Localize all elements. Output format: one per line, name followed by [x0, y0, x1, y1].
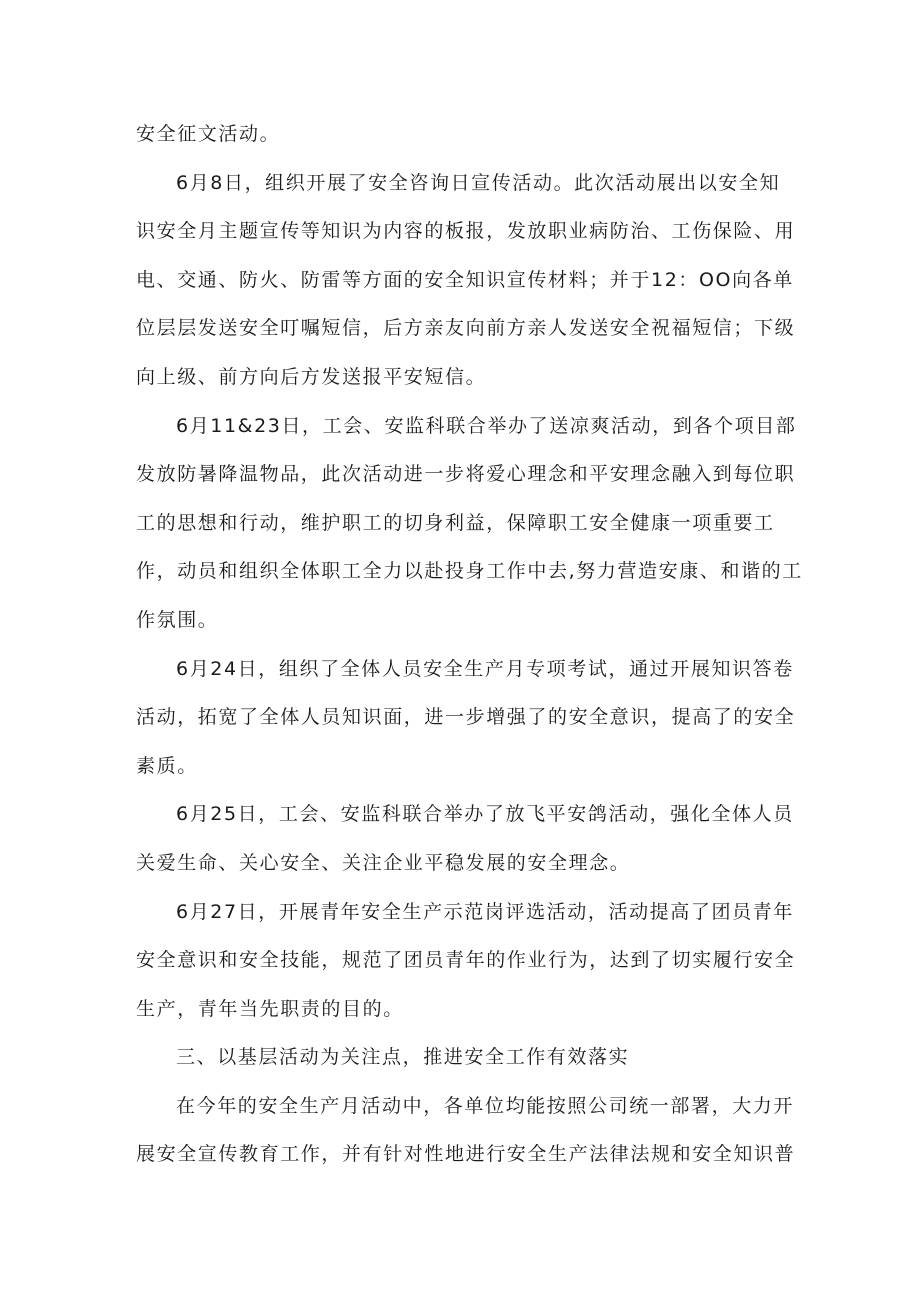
- text-line: 作氛围。: [136, 608, 219, 631]
- text-line: 活动，拓宽了全体人员知识面，进一步增强了的安全意识，提高了的安全: [136, 706, 796, 729]
- text-line: 电、交通、防火、防雷等方面的安全知识宣传材料；并于12：OO向各单: [136, 268, 794, 291]
- text-line: 向上级、前方向后方发送报平安短信。: [136, 365, 487, 388]
- text-line: 6月27日，开展青年安全生产示范岗评选活动，活动提高了团员青年: [176, 900, 794, 923]
- text-line: 6月25日，工会、安监科联合举办了放飞平安鸽活动，强化全体人员: [176, 803, 794, 826]
- text-line: 三、以基层活动为关注点，推进安全工作有效落实: [176, 1046, 630, 1069]
- text-line: 6月11&23日，工会、安监科联合举办了送凉爽活动，到各个项目部: [176, 414, 797, 437]
- text-line: 6月24日，组织了全体人员安全生产月专项考试，通过开展知识答卷: [176, 657, 794, 680]
- text-line: 在今年的安全生产月活动中，各单位均能按照公司统一部署，大力开: [176, 1094, 795, 1117]
- text-line: 发放防暑降温物品，此次活动进一步将爱心理念和平安理念融入到每位职: [136, 463, 796, 486]
- text-line: 素质。: [136, 754, 198, 777]
- text-line: 作，动员和组织全体职工全力以赴投身工作中去,努力营造安康、和谐的工: [136, 560, 803, 583]
- text-line: 关爱生命、关心安全、关注企业平稳发展的安全理念。: [136, 851, 631, 874]
- text-line: 工的思想和行动，维护职工的切身利益，保障职工安全健康一项重要工: [136, 511, 775, 534]
- text-line: 位层层发送安全叮嘱短信，后方亲友向前方亲人发送安全祝福短信；下级: [136, 317, 796, 340]
- body-text: [136, 110, 803, 1179]
- text-line: 生产，青年当先职责的目的。: [136, 997, 404, 1020]
- text-line: 安全征文活动。: [136, 123, 281, 145]
- text-line: 展安全宣传教育工作，并有针对性地进行安全生产法律法规和安全知识普: [136, 1143, 796, 1166]
- text-line: 6月8日，组织开展了安全咨询日宣传活动。此次活动展出以安全知: [176, 171, 781, 194]
- text-line: 识安全月主题宣传等知识为内容的板报，发放职业病防治、工伤保险、用: [136, 220, 796, 243]
- text-line: 安全意识和安全技能，规范了团员青年的作业行为，达到了切实履行安全: [136, 949, 796, 972]
